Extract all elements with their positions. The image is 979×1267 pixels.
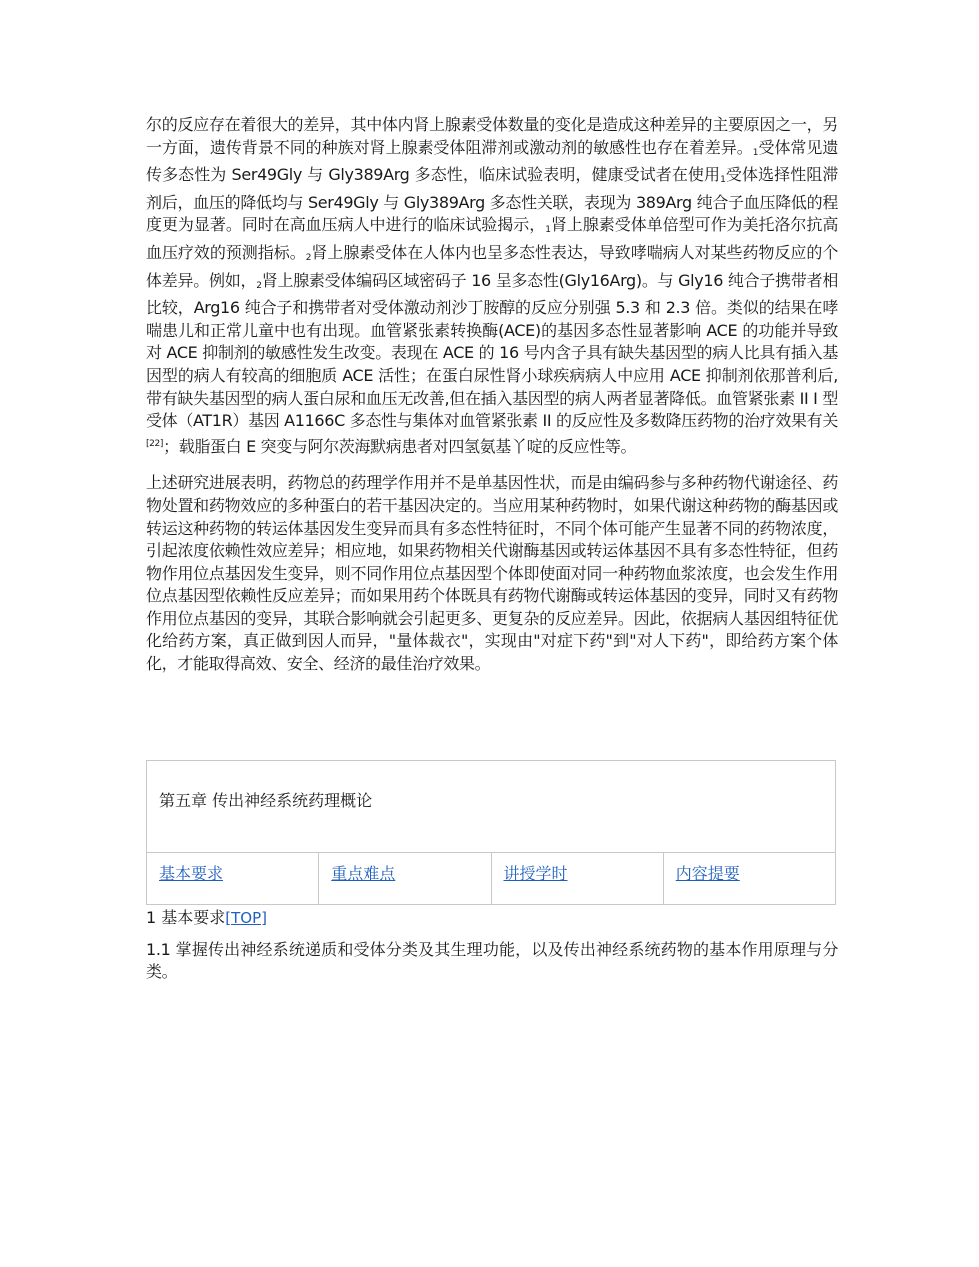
beta-subscript: 1 [720,175,726,186]
link-key-points[interactable]: 重点难点 [331,863,396,883]
beta-subscript: 1 [545,225,551,236]
text-run: ；载脂蛋白 E 突变与阿尔茨海默病患者对四氢氨基丫啶的反应性等。 [163,436,637,456]
beta-subscript: 2 [305,252,312,263]
section-heading-text: 1 基本要求 [146,907,226,927]
link-content-summary[interactable]: 内容提要 [675,863,740,883]
chapter-navigation-table [146,760,836,905]
citation-reference: [22] [146,438,164,449]
text-run: 尔的反应存在着很大的差异，其中体内肾上腺素受体数量的变化是造成这种差异的主要原因之一，另一方面，遗传背景不同的种族对肾上腺素受体阻滞剂或激动剂的敏感性也存在着差异。 [146,115,838,157]
text-run: 肾上腺素受体在人体内也呈多态性表达，导致哮喘病人对某些药物反应的个体差异。例如， [146,242,838,290]
spacer [146,690,838,760]
nav-cell-content-summary [663,852,835,904]
text-run: 肾上腺素受体单倍型可作为美托洛尔抗高血压疗效的预测指标。 [146,215,838,262]
top-link[interactable]: [TOP] [225,908,267,927]
text-run: 受体常见遗传多态性为 Ser49Gly 与 Gly389Arg 多态性，临床试验表明，健康受试者在使用 [146,137,838,185]
nav-cell-key-points [319,852,491,904]
section-heading [146,907,838,929]
nav-cell-basic-requirements [147,852,319,904]
chapter-title: 第五章 传出神经系统药理概论 [147,760,836,852]
paragraph-summary: 上述研究进展表明，药物总的药理学作用并不是单基因性状，而是由编码参与多种药物代谢途径、药物处置和药物效应的多种蛋白的若干基因决定的。当应用某种药物时，如果代谢这种药物的酶基因或转运这种药物的转运体基因发生变异而具有多态性特征时，不同个体可能产生显著不同的药物浓度，引起浓度依赖性效应差异；相应地，如果药物相关代谢酶基因或转运体基因不具有多态性特征，但药物作用位点基因发生变异，则不同作用位点基因型个体即使面对同一种药物血浆浓度，也会发生作用位点基因型依赖性反应差异；而如果用药个体既具有药物代谢酶或转运体基因的变异，同时又有药物作用位点基因的变异，其联合影响就会引起更多、更复杂的反应差异。因此，依据病人基因组特征优化给药方案，真正做到因人而异，"量体裁衣"，实现由"对症下药"到"对人下药"，即给药方案个体化，才能取得高效、安全、经济的最佳治疗效果。 [146,473,838,674]
nav-cell-teaching-hours [491,852,663,904]
text-run: 肾上腺素受体编码区域密码子 16 呈多态性(Gly16Arg)。与 Gly16 纯合子携带者相比较，Arg16 纯合子和携带者对受体激动剂沙丁胺醇的反应分别强 5.3 和 2.3 倍。类似的结果在哮喘患儿和正常儿童中也有出现。血管紧张素转换酶(ACE)的基因多态性显著影响 ACE 的功能并导致对 ACE 抑制剂的敏感性发生改变。表现在 ACE 的 16 号内含子具有缺失基因型的病人比具有插入基因型的病人有较高的细胞质 ACE 活性；在蛋白尿性肾小球疾病病人中应用 ACE 抑制剂依那普利后,带有缺失基因型的病人蛋白尿和血压无改善,但在插入基因型的病人两者显著降低。血管紧张素 II I 型受体（AT1R）基因 A1166C 多态性与集体对血管紧张素 II 的反应性及多数降压药物的治疗效果有关 [146,270,838,431]
beta-subscript: 1 [752,147,759,158]
link-teaching-hours[interactable]: 讲授学时 [503,863,568,883]
document-page [146,114,838,998]
paragraph-genetic-polymorphism [146,114,838,458]
link-basic-requirements[interactable]: 基本要求 [159,863,224,883]
beta-subscript: 2 [256,280,262,291]
section-item: 1.1 掌握传出神经系统递质和受体分类及其生理功能，以及传出神经系统药物的基本作用原理与分类。 [146,939,838,982]
text-run: 受体选择性阻滞剂后，血压的降低均与 Ser49Gly 与 Gly389Arg 多态性关联，表现为 389Arg 纯合子血压降低的程度更为显著。同时在高血压病人中进行的临床试验揭示， [146,165,838,235]
